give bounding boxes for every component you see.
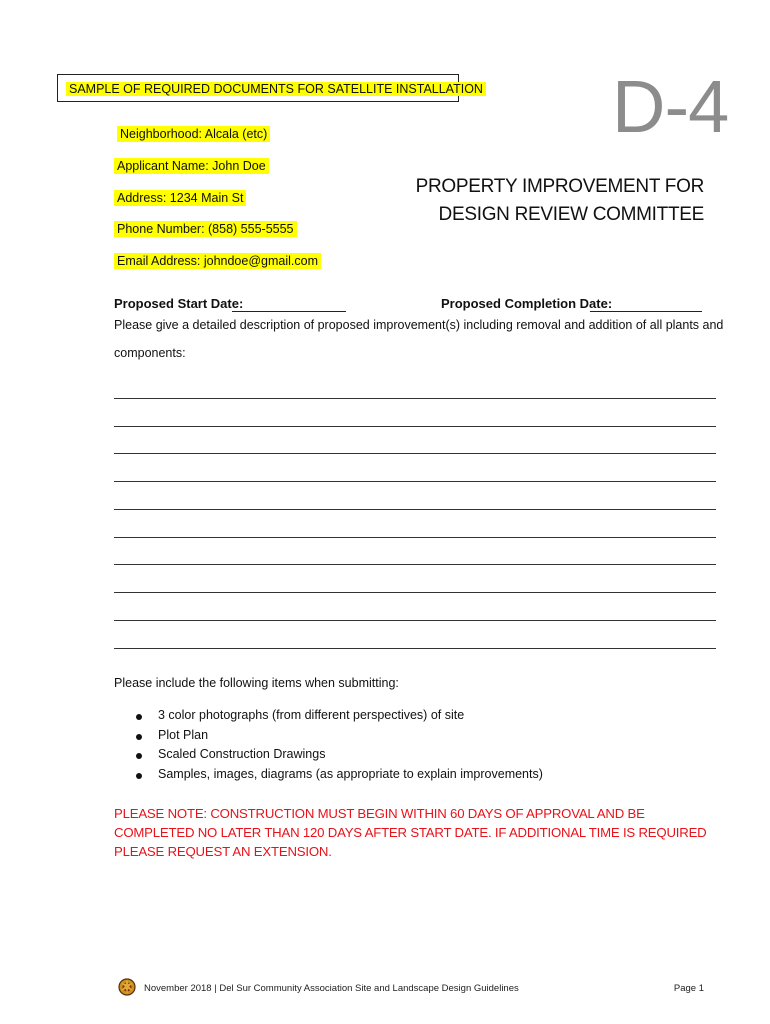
- description-line[interactable]: [114, 537, 716, 538]
- bullet-icon: [136, 734, 142, 740]
- applicant-neighborhood: Neighborhood: Alcala (etc): [117, 126, 270, 142]
- description-line[interactable]: [114, 648, 716, 649]
- list-item: Scaled Construction Drawings: [136, 747, 543, 767]
- list-item: Samples, images, diagrams (as appropriate to explain improvements): [136, 767, 543, 787]
- submit-items-list: [136, 708, 543, 786]
- applicant-phone: Phone Number: (858) 555-5555: [114, 221, 297, 237]
- start-date-label: Proposed Start Date:: [114, 296, 244, 311]
- bullet-icon: [136, 773, 142, 779]
- description-prompt-line-2: components:: [114, 346, 186, 360]
- page-number: Page 1: [673, 983, 704, 994]
- description-line[interactable]: [114, 509, 716, 510]
- sample-banner-text: SAMPLE OF REQUIRED DOCUMENTS FOR SATELLITE INSTALLATION: [66, 82, 486, 96]
- note-line-3: PLEASE REQUEST AN EXTENSION.: [114, 844, 332, 859]
- footer-text: November 2018 | Del Sur Community Association Site and Landscape Design Guidelines: [144, 983, 519, 994]
- bullet-icon: [136, 714, 142, 720]
- title-line-1: PROPERTY IMPROVEMENT FOR: [415, 176, 704, 197]
- description-line[interactable]: [114, 453, 716, 454]
- description-prompt-line-1: Please give a detailed description of proposed improvement(s) including removal and addition of all plants and: [114, 318, 724, 332]
- description-line[interactable]: [114, 426, 716, 427]
- applicant-name: Applicant Name: John Doe: [114, 158, 269, 174]
- page-footer: [118, 978, 704, 998]
- title-line-2: DESIGN REVIEW COMMITTEE: [438, 204, 704, 225]
- completion-date-label: Proposed Completion Date:: [441, 296, 613, 311]
- description-line[interactable]: [114, 398, 716, 399]
- list-item: 3 color photographs (from different perspectives) of site: [136, 708, 543, 728]
- note-line-2: COMPLETED NO LATER THAN 120 DAYS AFTER START DATE. IF ADDITIONAL TIME IS REQUIRED: [114, 825, 707, 840]
- submit-intro: Please include the following items when submitting:: [114, 676, 399, 690]
- form-code: D-4: [612, 65, 729, 148]
- description-line[interactable]: [114, 620, 716, 621]
- list-item: Plot Plan: [136, 728, 543, 748]
- applicant-address: Address: 1234 Main St: [114, 190, 246, 206]
- bullet-icon: [136, 753, 142, 759]
- note-line-1: PLEASE NOTE: CONSTRUCTION MUST BEGIN WITHIN 60 DAYS OF APPROVAL AND BE: [114, 806, 645, 821]
- description-line[interactable]: [114, 592, 716, 593]
- applicant-email: Email Address: johndoe@gmail.com: [114, 253, 321, 269]
- description-line[interactable]: [114, 564, 716, 565]
- sample-banner-box: [57, 74, 483, 102]
- description-line[interactable]: [114, 481, 716, 482]
- completion-date-field[interactable]: [590, 311, 702, 312]
- start-date-field[interactable]: [232, 311, 346, 312]
- del-sur-logo-icon: [118, 978, 136, 996]
- construction-note: [114, 804, 714, 861]
